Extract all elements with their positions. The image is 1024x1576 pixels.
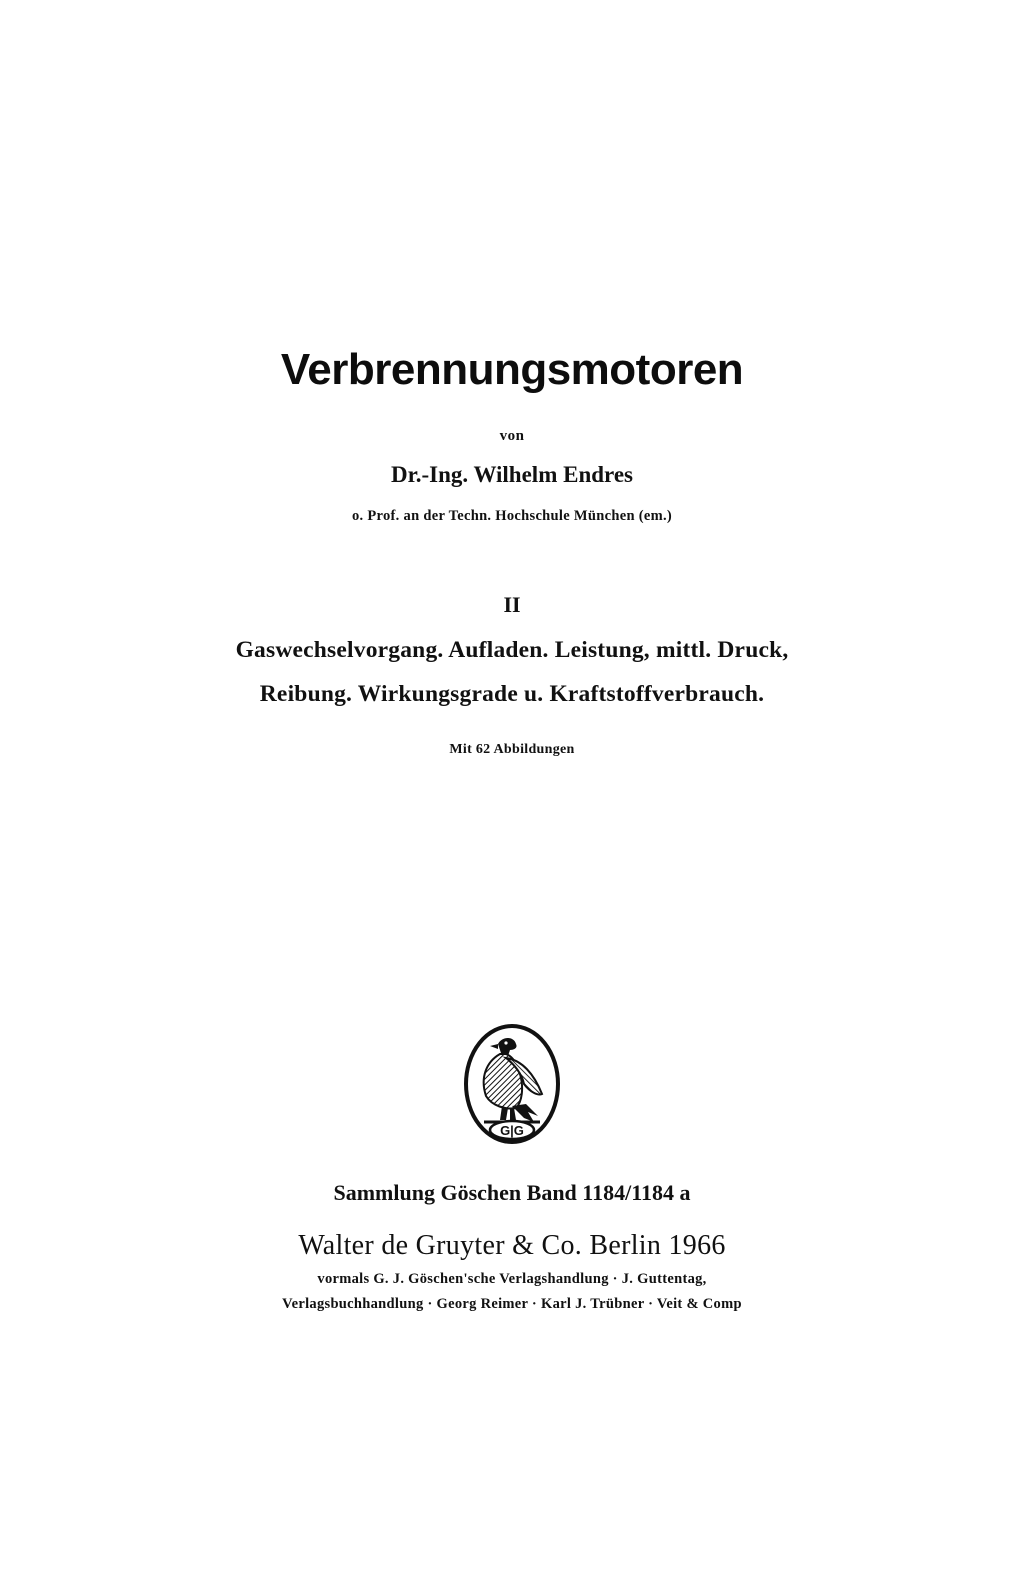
subtitle-line-1: Gaswechselvorgang. Aufladen. Leistung, mittl. Druck, bbox=[235, 637, 789, 663]
volume-number: II bbox=[503, 592, 521, 617]
book-title: Verbrennungsmotoren bbox=[280, 345, 744, 394]
subtitle-line-2: Reibung. Wirkungsgrade u. Kraftstoffverbrauch. bbox=[259, 681, 765, 707]
figures-note: Mit 62 Abbildungen bbox=[449, 742, 575, 757]
author-affiliation: o. Prof. an der Techn. Hochschule München (em.) bbox=[351, 508, 673, 524]
former-publishers-line-1: vormals G. J. Göschen'sche Verlagshandlung · J. Guttentag, bbox=[317, 1271, 707, 1287]
emblem-letters: G|G bbox=[500, 1123, 524, 1138]
author-name: Dr.-Ing. Wilhelm Endres bbox=[391, 462, 633, 487]
series-info: Sammlung Göschen Band 1184/1184 a bbox=[333, 1180, 691, 1205]
eagle-publisher-emblem-icon bbox=[462, 1022, 562, 1150]
former-publishers-line-2: Verlagsbuchhandlung · Georg Reimer · Karl J. Trübner · Veit & Comp bbox=[282, 1296, 742, 1312]
by-label: von bbox=[499, 428, 525, 444]
publisher-imprint: Walter de Gruyter & Co. Berlin 1966 bbox=[298, 1230, 726, 1261]
